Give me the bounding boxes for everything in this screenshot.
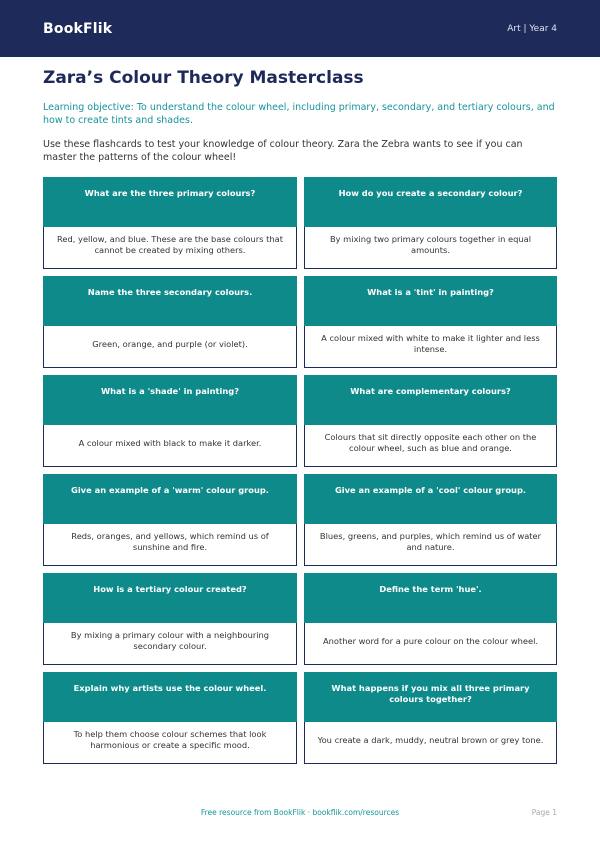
flashcard-question: How is a tertiary colour created? [43, 573, 297, 623]
page-title: Zara’s Colour Theory Masterclass [43, 68, 364, 88]
flashcard-answer: By mixing two primary colours together in equal amounts. [304, 227, 557, 269]
flashcard-answer: Red, yellow, and blue. These are the base colours that cannot be created by mixing others. [43, 227, 297, 269]
flashcard-question: Define the term 'hue'. [304, 573, 557, 623]
flashcard[interactable] [304, 573, 557, 665]
flashcard[interactable] [304, 474, 557, 566]
flashcard[interactable] [43, 672, 297, 764]
flashcard[interactable] [304, 276, 557, 368]
flashcard[interactable] [304, 672, 557, 764]
flashcard-answer: Another word for a pure colour on the colour wheel. [304, 623, 557, 665]
flashcard[interactable] [304, 375, 557, 467]
flashcard-question: How do you create a secondary colour? [304, 177, 557, 227]
flashcard-question: What is a 'tint' in painting? [304, 276, 557, 326]
brand-logo-text[interactable]: BookFlik [43, 20, 113, 37]
flashcard[interactable] [304, 177, 557, 269]
intro-text: Use these flashcards to test your knowledge of colour theory. Zara the Zebra wants to see if you can master the patterns of the colour wheel! [43, 139, 523, 163]
flashcard-answer: To help them choose colour schemes that look harmonious or create a specific mood. [43, 722, 297, 764]
flashcard-grid [43, 177, 557, 764]
flashcard-question: Give an example of a 'cool' colour group. [304, 474, 557, 524]
flashcard-question: Name the three secondary colours. [43, 276, 297, 326]
page-content [0, 67, 600, 764]
flashcard-answer: Green, orange, and purple (or violet). [43, 326, 297, 368]
flashcard-question: Explain why artists use the colour wheel. [43, 672, 297, 722]
flashcard-answer: You create a dark, muddy, neutral brown or grey tone. [304, 722, 557, 764]
page-number: Page 1 [531, 808, 557, 817]
flashcard[interactable] [43, 276, 297, 368]
flashcard-question: Give an example of a 'warm' colour group. [43, 474, 297, 524]
flashcard-question: What are complementary colours? [304, 375, 557, 425]
top-header-bar [0, 0, 600, 57]
flashcard-answer: Blues, greens, and purples, which remind us of water and nature. [304, 524, 557, 566]
flashcard[interactable] [43, 177, 297, 269]
flashcard-answer: Reds, oranges, and yellows, which remind us of sunshine and fire. [43, 524, 297, 566]
learning-objective: Learning objective: To understand the colour wheel, including primary, secondary, and tertiary colours, and how to create tints and shades. [43, 102, 555, 126]
flashcard-answer: Colours that sit directly opposite each other on the colour wheel, such as blue and orange. [304, 425, 557, 467]
flashcard-answer: By mixing a primary colour with a neighbouring secondary colour. [43, 623, 297, 665]
flashcard[interactable] [43, 573, 297, 665]
flashcard-question: What are the three primary colours? [43, 177, 297, 227]
flashcard-answer: A colour mixed with white to make it lighter and less intense. [304, 326, 557, 368]
flashcard-answer: A colour mixed with black to make it darker. [43, 425, 297, 467]
footer-credit[interactable]: Free resource from BookFlik · bookflik.com/resources [200, 808, 400, 817]
flashcard-question: What is a 'shade' in painting? [43, 375, 297, 425]
flashcard[interactable] [43, 375, 297, 467]
flashcard[interactable] [43, 474, 297, 566]
subject-year-label: Art | Year 4 [507, 23, 557, 34]
flashcard-question: What happens if you mix all three primary colours together? [304, 672, 557, 722]
